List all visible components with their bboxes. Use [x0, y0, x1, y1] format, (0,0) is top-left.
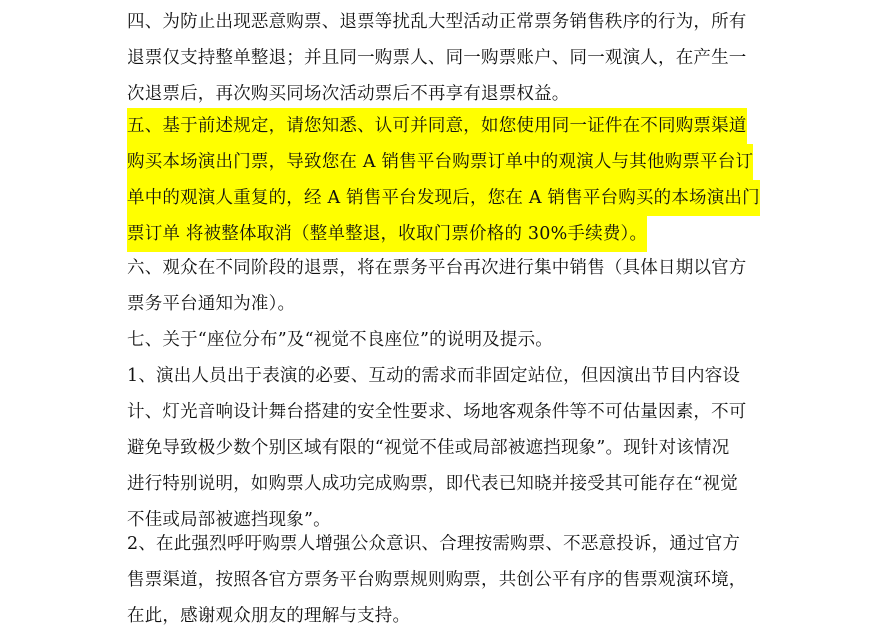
- highlighted-text-line: 五、基于前述规定，请您知悉、认可并同意，如您使用同一证件在不同购票渠道: [127, 108, 747, 144]
- highlighted-text-line: 票订单 将被整体取消（整单整退，收取门票价格的 30%手续费）。: [127, 216, 647, 252]
- highlighted-text-line: 单中的观演人重复的，经 A 销售平台发现后，您在 A 销售平台购买的本场演出门: [127, 180, 760, 216]
- text-line: 计、灯光音响设计舞台搭建的安全性要求、场地客观条件等不可估量因素，不可: [127, 402, 747, 422]
- text-line: 1、演出人员出于表演的必要、互动的需求而非固定站位，但因演出节目内容设: [127, 366, 741, 386]
- text-line: 票务平台通知为准）。: [127, 294, 296, 314]
- text-line: 进行特别说明，如购票人成功完成购票，即代表已知晓并接受其可能存在“视觉: [127, 474, 738, 494]
- text-line: 避免导致极少数个别区域有限的“视觉不佳或局部被遮挡现象”。现针对该情况: [127, 438, 730, 458]
- text-line: 退票仅支持整单整退；并且同一购票人、同一购票账户、同一观演人，在产生一: [127, 48, 747, 68]
- text-line: 六、观众在不同阶段的退票，将在票务平台再次进行集中销售（具体日期以官方: [127, 258, 747, 278]
- text-line: 2、在此强烈呼吁购票人增强公众意识、合理按需购票、不恶意投诉，通过官方: [127, 534, 741, 554]
- text-line: 在此，感谢观众朋友的理解与支持。: [127, 606, 411, 626]
- text-line: 次退票后，再次购买同场次活动票后不再享有退票权益。: [127, 84, 570, 104]
- text-line: 售票渠道，按照各官方票务平台购票规则购票，共创公平有序的售票观演环境，: [127, 570, 747, 590]
- text-line: 四、为防止出现恶意购票、退票等扰乱大型活动正常票务销售秩序的行为，所有: [127, 12, 747, 32]
- text-line: 七、关于“座位分布”及“视觉不良座位”的说明及提示。: [127, 330, 553, 350]
- text-line: 不佳或局部被遮挡现象”。: [127, 510, 331, 530]
- highlighted-text-line: 购买本场演出门票，导致您在 A 销售平台购票订单中的观演人与其他购票平台订: [127, 144, 753, 180]
